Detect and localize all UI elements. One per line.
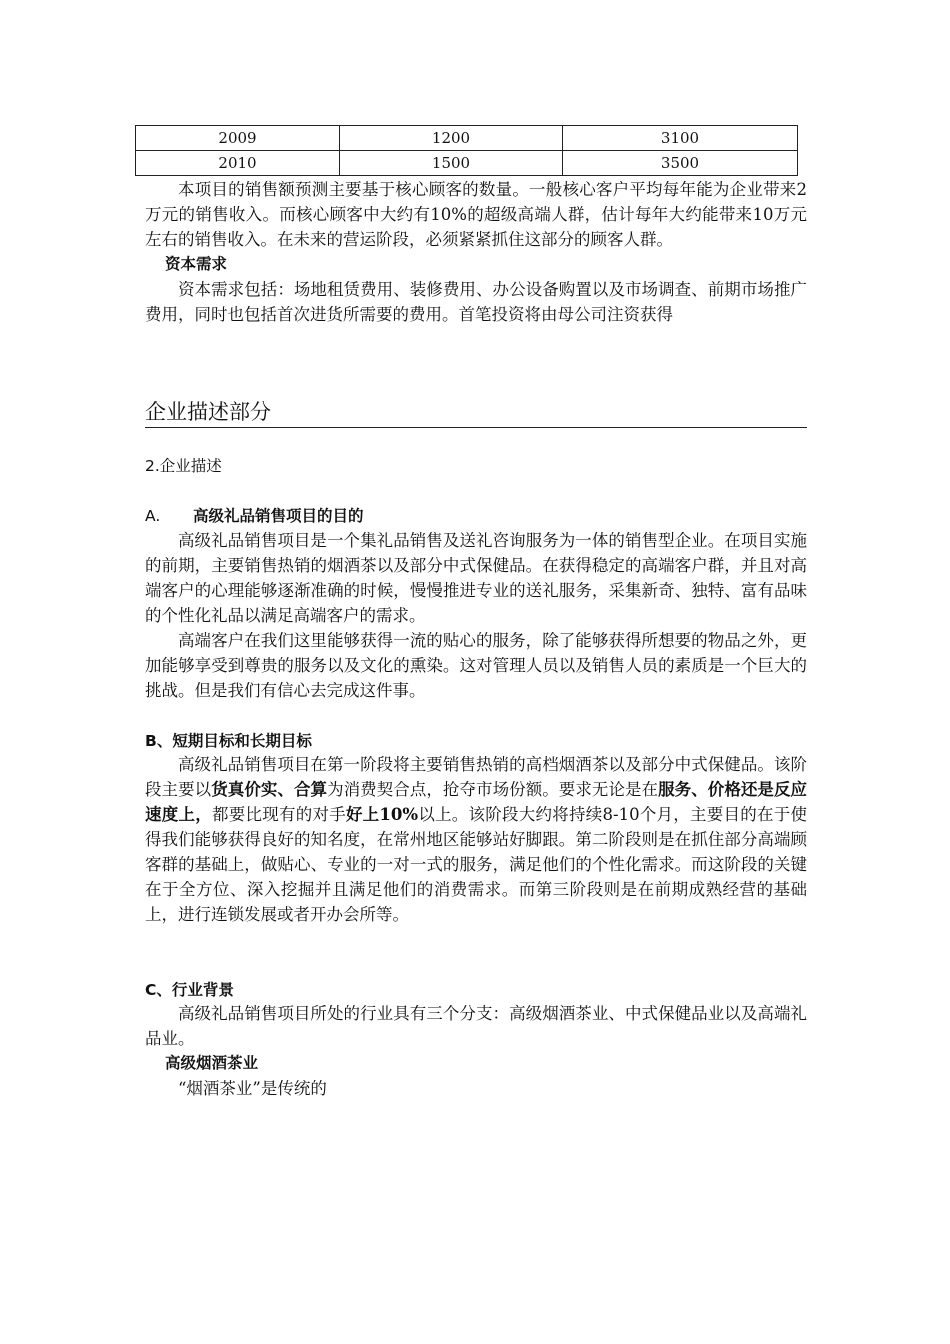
- table-row: [136, 126, 798, 151]
- text-segment: 以上。该阶段大约将持续8-10个月，主要目的在于使得我们能够获得良好的知名度，在常州地区能够站好脚跟。第二阶段则是在抓住部分高端顾客群的基础上，做贴心、专业的一对一式的服务，满足他们的个性化需求。而这阶段的关键在于全方位、深入挖掘并且满足他们的消费需求。而第三阶段则是在前期成熟经营的基础上，进行连锁发展或者开办会所等。: [145, 805, 808, 924]
- part-a-title: 高级礼品销售项目的目的: [193, 507, 364, 525]
- intro-block: [145, 177, 807, 327]
- text-segment: 高级礼品销售项目在第一阶段将主要销售热销的高档烟酒茶以及部分中式保健品。该阶段主要以: [145, 755, 807, 799]
- capital-paragraph: 资本需求包括：场地租赁费用、装修费用、办公设备购置以及市场调查、前期市场推广费用，同时也包括首次进货所需要的费用。首笔投资将由母公司注资获得: [145, 280, 807, 324]
- part-b-paragraph: [145, 752, 807, 927]
- part-b-heading: [145, 729, 312, 753]
- part-c-paragraph-1: 高级礼品销售项目所处的行业具有三个分支：高级烟酒茶业、中式保健品业以及高端礼品业。: [145, 1004, 807, 1048]
- bold-text: 货真价实、合算: [211, 780, 328, 799]
- text-segment: 为消费契合点，抢夺市场份额。要求无论是在: [327, 780, 659, 799]
- part-a-paragraph-1: 高级礼品销售项目是一个集礼品销售及送礼咨询服务为一体的销售型企业。在项目实施的前期，主要销售热销的烟酒茶以及部分中式保健品。在获得稳定的高端客户群，并且对高端客户的心理能够逐渐准确的时候，慢慢推进专业的送礼服务，采集新奇、独特、富有品味的个性化礼品以满足高端客户的需求。: [145, 531, 807, 625]
- section-subtitle: 2.企业描述: [145, 457, 222, 475]
- table-row: [136, 151, 798, 176]
- capital-heading: 资本需求: [165, 255, 228, 273]
- sales-forecast-paragraph: 本项目的销售额预测主要基于核心顾客的数量。一般核心客户平均每年能为企业带来2万元的销售收入。而核心顾客中大约有10%的超级高端人群，估计每年大约能带来10万元左右的销售收入。在未来的营运阶段，必须紧紧抓住这部分的顾客人群。: [145, 180, 807, 249]
- table-cell: 3500: [563, 151, 798, 176]
- sales-table: [135, 125, 798, 176]
- part-b-label: B、: [145, 732, 173, 750]
- tobacco-liquor-tea-heading: 高级烟酒茶业: [165, 1054, 259, 1072]
- table-cell: 2010: [136, 151, 340, 176]
- part-c-block: [145, 1001, 807, 1101]
- bold-text: 好上10%: [345, 805, 419, 824]
- part-b-block: [145, 752, 807, 927]
- part-a-heading: [145, 504, 364, 528]
- table-cell: 2009: [136, 126, 340, 151]
- part-c-paragraph-2: “烟酒茶业”是传统的: [178, 1079, 327, 1098]
- part-c-title: 行业背景: [171, 981, 234, 999]
- bold-text: 服务、价格还是反应速度上，: [145, 780, 808, 824]
- table-cell: 3100: [563, 126, 798, 151]
- text-segment: 都要比现有的对手: [211, 805, 346, 824]
- part-c-label: C、: [145, 981, 172, 999]
- part-a-label: A.: [145, 507, 161, 525]
- section-title: 企业描述部分: [145, 397, 807, 428]
- part-b-title: 短期目标和长期目标: [172, 732, 312, 750]
- table-cell: 1500: [340, 151, 563, 176]
- part-c-heading: [145, 978, 234, 1002]
- part-a-paragraph-2: 高端客户在我们这里能够获得一流的贴心的服务，除了能够获得所想要的物品之外，更加能够享受到尊贵的服务以及文化的熏染。这对管理人员以及销售人员的素质是一个巨大的挑战。但是我们有信心去完成这件事。: [145, 631, 807, 700]
- part-a-block: [145, 528, 807, 703]
- table-cell: 1200: [340, 126, 563, 151]
